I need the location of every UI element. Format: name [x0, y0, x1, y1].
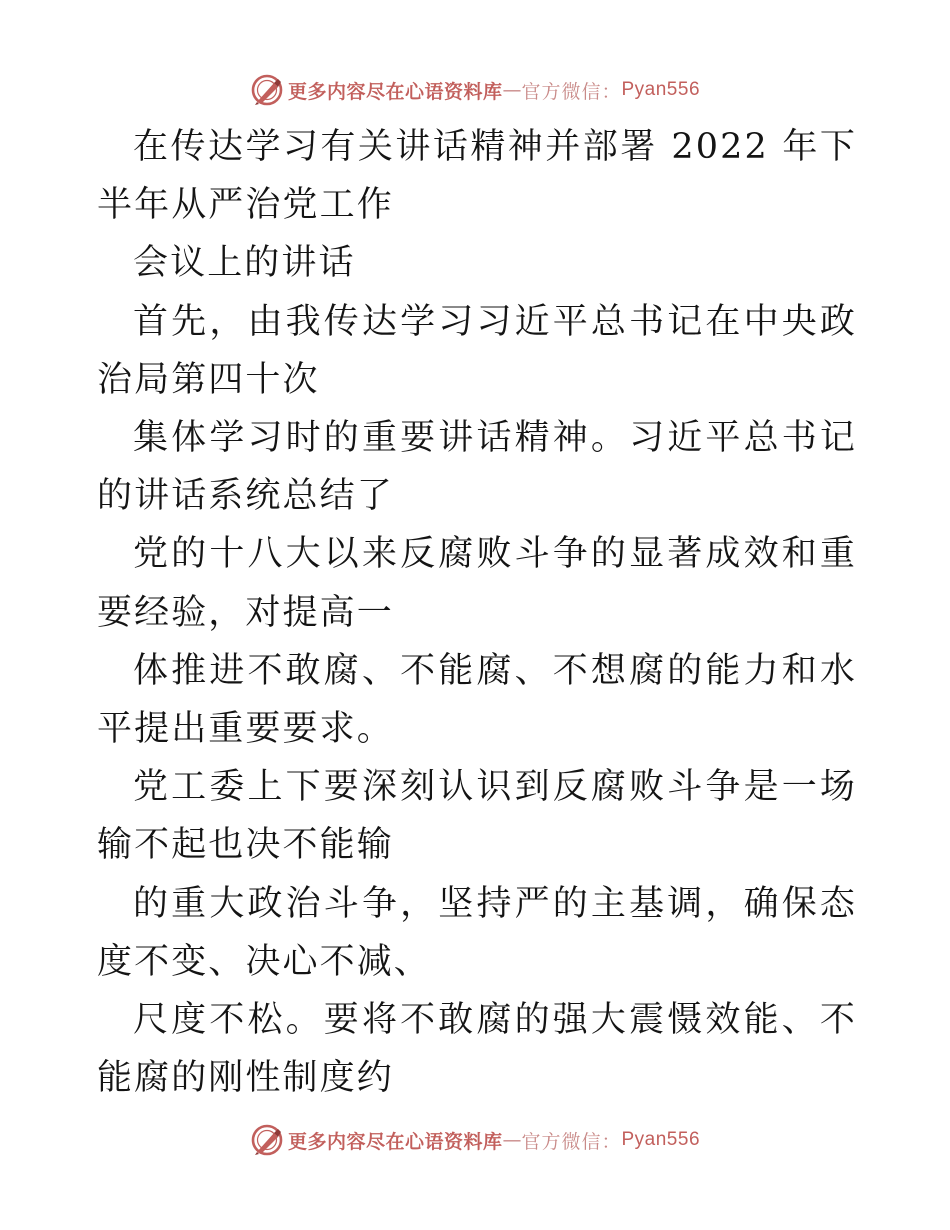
- paragraph: 尺度不松。要将不敢腐的强大震慑效能、不能腐的刚性制度约: [97, 1000, 857, 1099]
- paragraph: 首先，由我传达学习习近平总书记在中央政治局第四十次: [97, 301, 857, 400]
- watermark-main-text: 更多内容尽在心语资料库: [287, 80, 503, 103]
- paragraph: 集体学习时的重要讲话精神。习近平总书记的讲话系统总结了: [97, 418, 857, 517]
- watermark-separator: —: [502, 1129, 522, 1151]
- document-body: [97, 118, 857, 1107]
- paragraph: 会议上的讲话: [133, 243, 356, 284]
- header-watermark: [0, 70, 950, 110]
- watermark-label: 官方微信：: [521, 1130, 622, 1153]
- paragraph: 在传达学习有关讲话精神并部署 2022 年下半年从严治党工作: [97, 127, 857, 226]
- watermark-label: 官方微信：: [521, 80, 622, 103]
- paragraph: 体推进不敢腐、不能腐、不想腐的能力和水平提出重要要求。: [97, 650, 857, 750]
- pen-logo-icon: [250, 73, 284, 107]
- watermark-wechat-id: Pyan556: [621, 79, 701, 100]
- pen-logo-icon: [250, 1123, 284, 1157]
- paragraph: 的重大政治斗争，坚持严的主基调，确保态度不变、决心不减、: [97, 883, 857, 982]
- watermark-separator: —: [502, 79, 522, 101]
- footer-watermark: [0, 1120, 950, 1160]
- watermark-main-text: 更多内容尽在心语资料库: [287, 1130, 503, 1153]
- paragraph: 党的十八大以来反腐败斗争的显著成效和重要经验，对提高一: [97, 534, 857, 633]
- watermark-wechat-id: Pyan556: [621, 1129, 701, 1150]
- paragraph: 党工委上下要深刻认识到反腐败斗争是一场输不起也决不能输: [97, 767, 857, 866]
